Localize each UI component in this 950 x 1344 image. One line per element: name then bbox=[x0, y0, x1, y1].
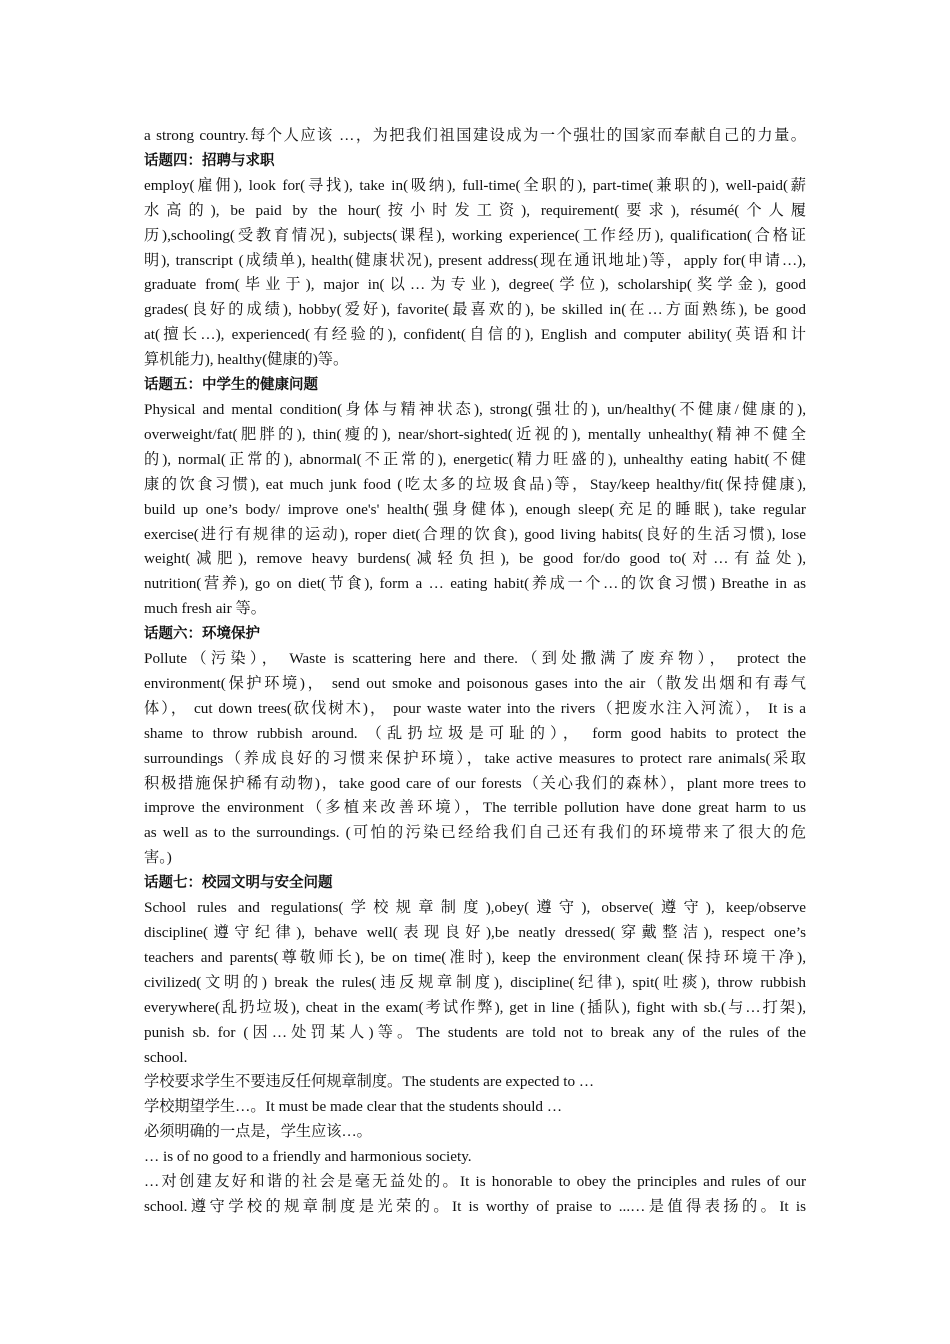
paragraph-line: 积极措施保护稀有动物)，take good care of our forests（关心我们的森林），plant more trees to bbox=[144, 774, 806, 792]
section-heading: 话题五：中学生的健康问题 bbox=[144, 377, 318, 394]
paragraph-line: 必须明确的一点是，学生应该…。 bbox=[144, 1123, 372, 1141]
paragraph-line: overweight/fat(肥胖的), thin(瘦的), near/short-sighted(近视的), mentally unhealthy(精神不健全 bbox=[144, 425, 806, 443]
section-environment bbox=[144, 622, 806, 871]
paragraph-line: 学校期望学生…。It must be made clear that the students should … bbox=[144, 1098, 563, 1116]
document-body bbox=[144, 124, 806, 1220]
paragraph-line: civilized(文明的) break the rules(违反规章制度), discipline(纪律), spit(吐痰), throw rubbish bbox=[144, 973, 806, 991]
paragraph-line: build up one’s body/ improve one's' health(强身健体), enough sleep(充足的睡眠), take regular bbox=[144, 500, 806, 518]
paragraph-line: graduate from(毕业于), major in(以…为专业), degree(学位), scholarship(奖学金), good bbox=[144, 276, 806, 294]
paragraph-line: shame to throw rubbish around. （乱扔垃圾是可耻的）， form good habits to protect the bbox=[144, 724, 806, 742]
paragraph-line: 水高的), be paid by the hour(按小时发工资), requirement(要求), résumé(个人履 bbox=[144, 201, 806, 219]
paragraph-line: employ(雇佣), look for(寻找), take in(吸纳), full-time(全职的), part-time(兼职的), well-paid(薪 bbox=[144, 176, 806, 194]
paragraph-line: as well as to the surroundings. (可怕的污染已经给我们自己还有我们的环境带来了很大的危 bbox=[144, 824, 806, 842]
paragraph-line: Physical and mental condition(身体与精神状态), strong(强壮的), un/healthy(不健康/健康的), bbox=[144, 400, 806, 418]
paragraph-line: environment(保护环境)， send out smoke and poisonous gases into the air（散发出烟和有毒气 bbox=[144, 674, 806, 692]
paragraph-line: 明), transcript (成绩单), health(健康状况), present address(现在通讯地址)等，apply for(申请…), bbox=[144, 251, 806, 269]
section-heading: 话题六：环境保护 bbox=[144, 626, 260, 643]
paragraph-line: discipline(遵守纪律), behave well(表现良好),be neatly dressed(穿戴整洁), respect one’s bbox=[144, 924, 806, 941]
paragraph-line: 体）， cut down trees(砍伐树木)， pour waste water into the rivers（把废水注入河流）， It is a bbox=[144, 699, 806, 717]
paragraph-line: 害。) bbox=[144, 849, 172, 867]
paragraph-line: 历),schooling(受教育情况), subjects(课程), working experience(工作经历), qualification(合格证 bbox=[144, 226, 806, 244]
section-health bbox=[144, 373, 806, 622]
paragraph-line: …对创建友好和谐的社会是毫无益处的。It is honorable to obey the principles and rules of our bbox=[144, 1173, 806, 1191]
paragraph-line: everywhere(乱扔垃圾), cheat in the exam(考试作弊), get in line (插队), fight with sb.(与…打架), bbox=[144, 998, 806, 1016]
paragraph-line: improve the environment（多植来改善环境），The terrible pollution have done great harm to us bbox=[144, 799, 806, 817]
paragraph-line: 的), normal(正常的), abnormal(不正常的), energetic(精力旺盛的), unhealthy eating habit(不健 bbox=[144, 450, 806, 468]
section-heading: 话题七：校园文明与安全问题 bbox=[144, 875, 333, 892]
paragraph-line: punish sb. for (因…处罚某人)等。The students are told not to break any of the rules of the bbox=[144, 1023, 806, 1041]
paragraph-line: nutrition(营养), go on diet(节食), form a … eating habit(养成一个…的饮食习惯) Breathe in as bbox=[144, 575, 806, 593]
intro-line: a strong country.每个人应该 …，为把我们祖国建设成为一个强壮的国家而奉献自己的力量。 bbox=[144, 127, 806, 144]
paragraph-line: at(擅长…), experienced(有经验的), confident(自信的), English and computer ability(英语和计 bbox=[144, 326, 806, 344]
paragraph-line: exercise(进行有规律的运动), roper diet(合理的饮食), good living habits(良好的生活习惯), lose bbox=[144, 525, 806, 543]
section-recruitment bbox=[144, 149, 806, 373]
paragraph-line: grades(良好的成绩), hobby(爱好), favorite(最喜欢的), be skilled in(在…方面熟练), be good bbox=[144, 301, 806, 319]
paragraph-line: Pollute（污染）， Waste is scattering here and there.（到处撒满了废弃物）， protect the bbox=[144, 650, 806, 668]
section-heading: 话题四：招聘与求职 bbox=[144, 152, 275, 169]
paragraph-line: school.遵守学校的规章制度是光荣的。It is worthy of praise to ...…是值得表扬的。It is bbox=[144, 1197, 806, 1215]
paragraph-line: much fresh air 等。 bbox=[144, 600, 266, 618]
paragraph-line: … is of no good to a friendly and harmonious society. bbox=[144, 1148, 472, 1166]
paragraph-line: 康的饮食习惯), eat much junk food (吃太多的垃圾食品)等，Stay/keep healthy/fit(保持健康), bbox=[144, 475, 806, 493]
paragraph-line: surroundings（养成良好的习惯来保护环境），take active measures to protect rare animals(采取 bbox=[144, 749, 806, 767]
paragraph-line: 算机能力), healthy(健康的)等。 bbox=[144, 351, 349, 369]
paragraph-line: teachers and parents(尊敬师长), be on time(准时), keep the environment clean(保持环境干净), bbox=[144, 948, 806, 966]
paragraph-line: School rules and regulations(学校规章制度),obey(遵守), observe(遵守), keep/observe bbox=[144, 899, 806, 917]
paragraph-line: weight(减肥), remove heavy burdens(减轻负担), be good for/do good to(对…有益处), bbox=[144, 550, 806, 568]
paragraph-line: 学校要求学生不要违反任何规章制度。The students are expected to … bbox=[144, 1073, 595, 1091]
section-campus-safety bbox=[144, 871, 806, 1220]
paragraph-line: school. bbox=[144, 1048, 188, 1066]
